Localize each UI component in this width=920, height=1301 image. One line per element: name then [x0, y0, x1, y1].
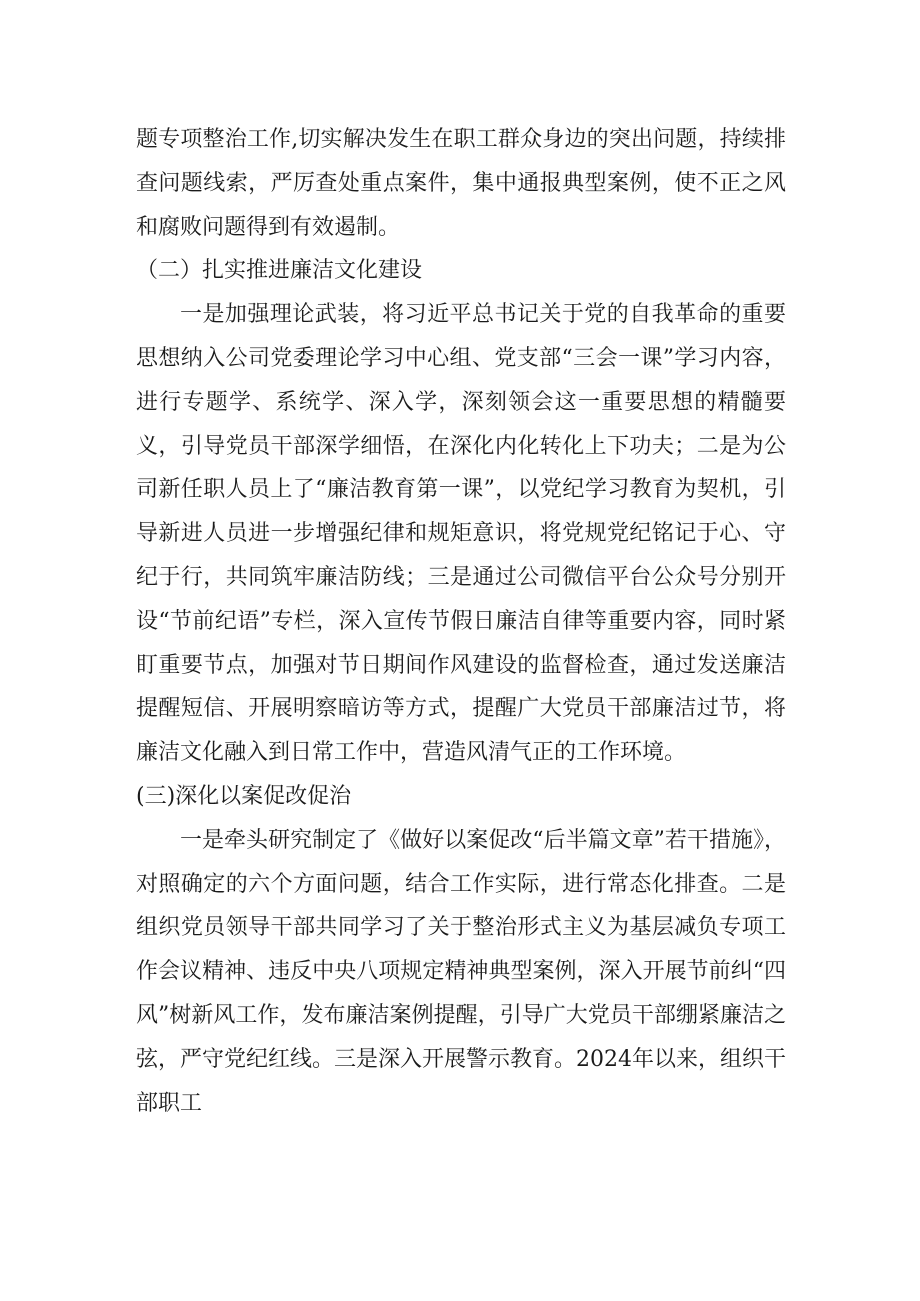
section-heading-2: （二）扎实推进廉洁文化建设 — [136, 258, 423, 284]
paragraph-case-reform: 一是牵头研究制定了《做好以案促改“后半篇文章”若干措施》，对照确定的六个方面问题，结合工作实际，进行常态化排查。二是组织党员领导干部共同学习了关于整治形式主义为基层减负专项工作会议精神、违反中央八项规定精神典型案例，深入开展节前纠“四风”树新风工作，发布廉洁案例提醒，引导广大党员干部绷紧廉洁之弦，严守党纪红线。三是深入开展警示教育。2024年以来，组织干部职工 — [136, 827, 786, 1116]
paragraph-continuation: 题专项整治工作,切实解决发生在职工群众身边的突出问题，持续排查问题线索，严厉查处重点案件，集中通报典型案例，使不正之风和腐败问题得到有效遏制。 — [136, 127, 786, 240]
section-heading-3: (三)深化以案促改促治 — [136, 783, 352, 809]
paragraph-integrity-culture: 一是加强理论武装，将习近平总书记关于党的自我革命的重要思想纳入公司党委理论学习中心组、党支部“三会一课”学习内容，进行专题学、系统学、深入学，深刻领会这一重要思想的精髓要义，引导党员干部深学细悟，在深化内化转化上下功夫；二是为公司新任职人员上了“廉洁教育第一课”，以党纪学习教育为契机，引导新进人员进一步增强纪律和规矩意识，将党规党纪铭记于心、守纪于行，共同筑牢廉洁防线；三是通过公司微信平台公众号分别开设“节前纪语”专栏，深入宣传节假日廉洁自律等重要内容，同时紧盯重要节点，加强对节日期间作风建设的监督检查，通过发送廉洁提醒短信、开展明察暗访等方式，提醒广大党员干部廉洁过节，将廉洁文化融入到日常工作中，营造风清气正的工作环境。 — [136, 302, 786, 766]
document-body — [136, 118, 786, 1125]
